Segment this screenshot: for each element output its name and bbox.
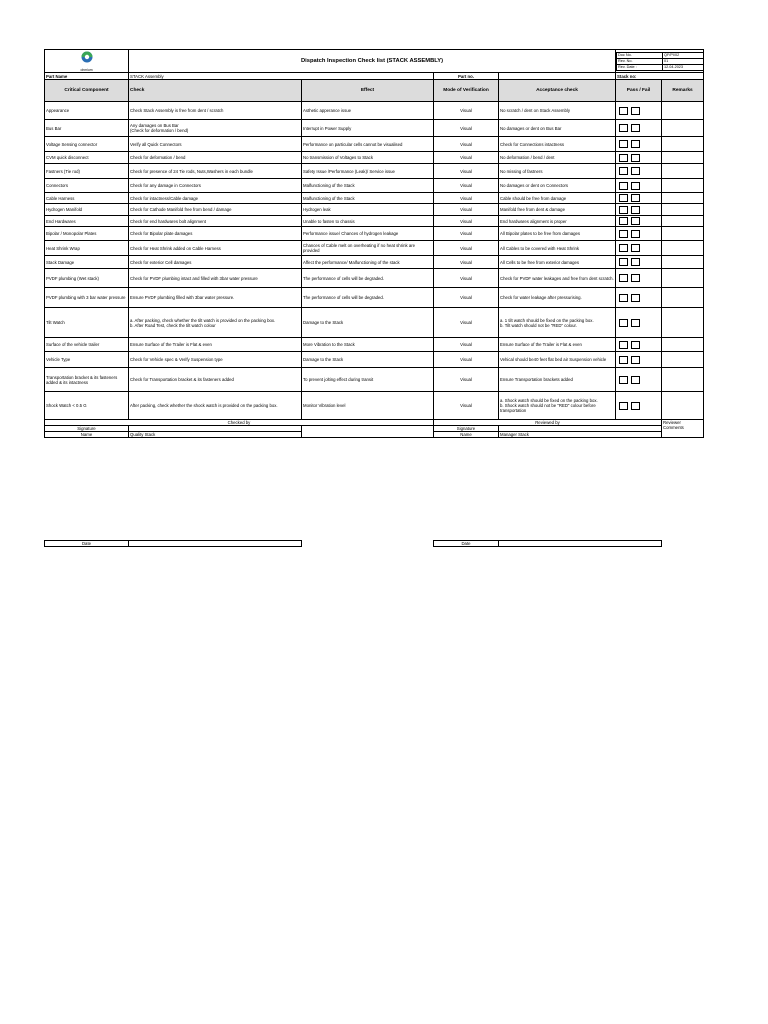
reviewed-date-label: Date <box>434 541 499 547</box>
row-check: Check for Vehicle spec & Verify Suspension type <box>129 352 302 368</box>
row-acceptance: Manifold free from dent & damage <box>499 204 616 216</box>
part-name-label: Part Name <box>45 73 129 80</box>
row-effect: Performance issue/ Chances of hydrogen leakage <box>302 227 434 241</box>
row-effect: Damage to the Stack <box>302 308 434 338</box>
pass-checkbox[interactable] <box>619 356 628 364</box>
row-effect: Hydrogen leak <box>302 204 434 216</box>
row-mode: Visual <box>434 102 499 120</box>
row-component: Connectors <box>45 179 129 193</box>
pass-checkbox[interactable] <box>619 206 628 214</box>
row-acceptance: Check for PVDF water leakages and free from dent scratch. <box>499 269 616 288</box>
row-remarks[interactable] <box>662 137 704 152</box>
row-remarks[interactable] <box>662 241 704 256</box>
row-acceptance: No scratch / dent on Stack Assembly <box>499 102 616 120</box>
fail-checkbox[interactable] <box>631 376 640 384</box>
col-acceptance: Acceptance check <box>499 80 616 102</box>
row-pass-fail <box>616 216 662 227</box>
row-effect: More Vibration to the Stack <box>302 338 434 352</box>
table-row <box>45 204 704 216</box>
pass-checkbox[interactable] <box>619 167 628 175</box>
row-acceptance: No deformation / bend / dent <box>499 152 616 164</box>
fail-checkbox[interactable] <box>631 140 640 148</box>
row-component: Hydrogen Manifold <box>45 204 129 216</box>
table-row <box>45 352 704 368</box>
rev-date-value: 12.04.2023 <box>663 64 704 70</box>
row-remarks[interactable] <box>662 152 704 164</box>
row-check: Check for Transportation bracket & its fasteners added <box>129 368 302 392</box>
row-mode: Visual <box>434 193 499 204</box>
row-acceptance: End hardwares alignment is proper <box>499 216 616 227</box>
doc-no-label: Doc No. <box>617 52 663 58</box>
fail-checkbox[interactable] <box>631 230 640 238</box>
row-component: Tilt Watch <box>45 308 129 338</box>
row-check: Check for deformation / bend <box>129 152 302 164</box>
row-mode: Visual <box>434 269 499 288</box>
row-remarks[interactable] <box>662 227 704 241</box>
fail-checkbox[interactable] <box>631 217 640 225</box>
fail-checkbox[interactable] <box>631 319 640 327</box>
row-component: Bipolar / Monopolar Plates <box>45 227 129 241</box>
pass-checkbox[interactable] <box>619 341 628 349</box>
row-pass-fail <box>616 204 662 216</box>
col-critical-component: Critical Component <box>45 80 129 102</box>
row-remarks[interactable] <box>662 368 704 392</box>
row-acceptance: All Cells to be free from exterior damages <box>499 256 616 269</box>
row-mode: Visual <box>434 227 499 241</box>
row-check: Check for Heat Shrink added on Cable Harness <box>129 241 302 256</box>
fail-checkbox[interactable] <box>631 124 640 132</box>
pass-checkbox[interactable] <box>619 258 628 266</box>
row-component: Vehicle Type <box>45 352 129 368</box>
table-row <box>45 241 704 256</box>
row-mode: Visual <box>434 179 499 193</box>
fail-checkbox[interactable] <box>631 194 640 202</box>
row-effect: The performance of cells will be degraded. <box>302 288 434 308</box>
row-check: Check Stack Assembly is free from dent / scratch <box>129 102 302 120</box>
row-mode: Visual <box>434 164 499 179</box>
doc-meta <box>616 52 704 71</box>
row-check: a. After packing, check whether the tilt watch is provided on the packing box. b. After Road Test, check the tilt watch colour <box>129 308 302 338</box>
ohmium-logo-icon <box>75 50 99 68</box>
table-row <box>45 256 704 269</box>
row-acceptance: Ensure Transportation brackets added <box>499 368 616 392</box>
fail-checkbox[interactable] <box>631 107 640 115</box>
row-mode: Visual <box>434 241 499 256</box>
pass-checkbox[interactable] <box>619 140 628 148</box>
row-effect: Unable to fasten to chassis <box>302 216 434 227</box>
reviewed-name-label: Name <box>434 432 499 438</box>
row-acceptance: No missing of fastners <box>499 164 616 179</box>
row-check: Check for any damage in Connectors <box>129 179 302 193</box>
row-pass-fail <box>616 152 662 164</box>
row-effect: Affect the performance/ Malfunctioning of the stack <box>302 256 434 269</box>
fail-checkbox[interactable] <box>631 274 640 282</box>
row-pass-fail <box>616 179 662 193</box>
table-row <box>45 152 704 164</box>
pass-checkbox[interactable] <box>619 244 628 252</box>
row-component: Bus Bar <box>45 120 129 137</box>
row-pass-fail <box>616 241 662 256</box>
row-pass-fail <box>616 227 662 241</box>
pass-checkbox[interactable] <box>619 154 628 162</box>
row-mode: Visual <box>434 352 499 368</box>
part-no-value[interactable] <box>499 73 616 80</box>
row-remarks[interactable] <box>662 193 704 204</box>
rev-no-label: Rev. No. <box>617 58 663 64</box>
checked-date-field[interactable] <box>129 541 302 547</box>
table-row <box>45 227 704 241</box>
row-acceptance: a. Shock watch should be fixed on the packing box. b. Shock watch should not be "RED" colour before transportation <box>499 392 616 420</box>
row-effect: No transmission of Voltages to Stack <box>302 152 434 164</box>
row-effect: Malfunctioning of the Stack <box>302 179 434 193</box>
row-pass-fail <box>616 269 662 288</box>
row-remarks[interactable] <box>662 102 704 120</box>
row-check: Check for intactness/Cable damage <box>129 193 302 204</box>
row-remarks[interactable] <box>662 392 704 420</box>
table-row <box>45 368 704 392</box>
row-check: Ensure Surface of the Trailer is Flat & even <box>129 338 302 352</box>
fail-checkbox[interactable] <box>631 167 640 175</box>
row-pass-fail <box>616 352 662 368</box>
fail-checkbox[interactable] <box>631 258 640 266</box>
row-acceptance: All Bipolar plates to be free from damages <box>499 227 616 241</box>
fail-checkbox[interactable] <box>631 356 640 364</box>
table-row <box>45 193 704 204</box>
row-component: Fastners (Tie rod) <box>45 164 129 179</box>
row-effect: Asthetic apperance issue <box>302 102 434 120</box>
row-check: Verify all Quick Connectors <box>129 137 302 152</box>
reviewed-by-label: Reviewed by <box>434 420 662 426</box>
row-remarks[interactable] <box>662 120 704 137</box>
row-acceptance: No damages or dent on Connectors <box>499 179 616 193</box>
col-mode: Mode of Verification <box>434 80 499 102</box>
row-pass-fail <box>616 288 662 308</box>
doc-no-value: QF/PI/02 <box>663 52 704 58</box>
row-component: Heat Shrink Wrap <box>45 241 129 256</box>
pass-checkbox[interactable] <box>619 230 628 238</box>
rev-date-label: Rev. Date : <box>617 64 663 70</box>
pass-checkbox[interactable] <box>619 402 628 410</box>
table-row <box>45 338 704 352</box>
row-remarks[interactable] <box>662 338 704 352</box>
reviewer-comments-label: Reviewer Comments <box>662 420 704 438</box>
row-mode: Visual <box>434 368 499 392</box>
row-remarks[interactable] <box>662 288 704 308</box>
fail-checkbox[interactable] <box>631 182 640 190</box>
reviewed-date-field[interactable] <box>499 541 662 547</box>
row-component: PVDF plumbing with 3 bar water pressure <box>45 288 129 308</box>
logo-text: ohmium <box>80 68 93 72</box>
row-pass-fail <box>616 338 662 352</box>
row-check: Ensure PVDF plumbing filled with 3bar water pressure. <box>129 288 302 308</box>
col-remarks: Remarks <box>662 80 704 102</box>
row-effect: Safety Issue /Performance (Leak)/ Service issue <box>302 164 434 179</box>
fail-checkbox[interactable] <box>631 341 640 349</box>
row-component: CVM quick disconnect <box>45 152 129 164</box>
checked-date-label: Date <box>45 541 129 547</box>
pass-checkbox[interactable] <box>619 376 628 384</box>
row-effect: Interrupt in Power Supply <box>302 120 434 137</box>
checklist-table <box>44 49 704 438</box>
row-remarks[interactable] <box>662 352 704 368</box>
row-pass-fail <box>616 120 662 137</box>
row-remarks[interactable] <box>662 308 704 338</box>
fail-checkbox[interactable] <box>631 154 640 162</box>
reviewed-name-value: Manager Stack <box>499 432 662 438</box>
row-acceptance: No damages or dent on Bus Bar <box>499 120 616 137</box>
pass-checkbox[interactable] <box>619 107 628 115</box>
row-mode: Visual <box>434 392 499 420</box>
checked-name-label: Name <box>45 432 129 438</box>
table-row <box>45 216 704 227</box>
row-mode: Visual <box>434 288 499 308</box>
row-acceptance: Ensure Surface of the Trailer is Flat & even <box>499 338 616 352</box>
row-remarks[interactable] <box>662 216 704 227</box>
col-effect: Effect <box>302 80 434 102</box>
row-effect: Monitor Vibration level <box>302 392 434 420</box>
stack-no-label: Stack no: <box>616 73 704 80</box>
part-name-value: STACK Assembly <box>129 73 434 80</box>
pass-checkbox[interactable] <box>619 182 628 190</box>
row-effect: Malfunctioning of the Stack <box>302 193 434 204</box>
table-row <box>45 392 704 420</box>
checked-name-value: Quality Stack <box>129 432 302 438</box>
row-remarks[interactable] <box>662 204 704 216</box>
page-title: Dispatch Inspection Check list (STACK ASSEMBLY) <box>129 50 616 73</box>
checklist-sheet <box>44 49 703 547</box>
row-check: Check for end hardwares bolt alignment <box>129 216 302 227</box>
row-pass-fail <box>616 368 662 392</box>
row-check: Check for PVDF plumbing intact and filled with 3bar water pressure <box>129 269 302 288</box>
row-acceptance: All Cables to be covered with Heat Shrink <box>499 241 616 256</box>
pass-checkbox[interactable] <box>619 194 628 202</box>
row-acceptance: Check for Connections intactness <box>499 137 616 152</box>
table-row <box>45 269 704 288</box>
row-check: Check for Bipolar plate damages <box>129 227 302 241</box>
col-pass-fail: Pass / Fail <box>616 80 662 102</box>
pass-checkbox[interactable] <box>619 124 628 132</box>
fail-checkbox[interactable] <box>631 206 640 214</box>
row-effect: To prevent jolting effect during transit <box>302 368 434 392</box>
row-component: Transportation bracket & its fasteners added & its intactness <box>45 368 129 392</box>
table-row <box>45 164 704 179</box>
row-pass-fail <box>616 137 662 152</box>
company-logo <box>45 50 129 73</box>
row-check: After packing, check whether the shock watch is provided on the packing box. <box>129 392 302 420</box>
row-component: Appearance <box>45 102 129 120</box>
table-row <box>45 308 704 338</box>
row-component: PVDF plumbing (Wet stack) <box>45 269 129 288</box>
pass-checkbox[interactable] <box>619 319 628 327</box>
row-component: Cable Harness <box>45 193 129 204</box>
row-acceptance: Cable should be free from damage <box>499 193 616 204</box>
table-row <box>45 288 704 308</box>
row-mode: Visual <box>434 204 499 216</box>
row-mode: Visual <box>434 256 499 269</box>
col-check: Check <box>129 80 302 102</box>
rev-no-value: 01 <box>663 58 704 64</box>
part-no-label: Part no. <box>434 73 499 80</box>
row-component: Shock Watch < 0.5 G <box>45 392 129 420</box>
row-check: Check for Cathode Manifold free from bend / damage <box>129 204 302 216</box>
row-mode: Visual <box>434 338 499 352</box>
row-mode: Visual <box>434 152 499 164</box>
date-table <box>44 540 704 547</box>
row-acceptance: a. 1 tilt watch should be fixed on the packing box. b. Tilt watch should not be "RED" colour. <box>499 308 616 338</box>
row-pass-fail <box>616 102 662 120</box>
row-remarks[interactable] <box>662 179 704 193</box>
table-row <box>45 120 704 137</box>
row-pass-fail <box>616 256 662 269</box>
checklist-rows <box>45 102 704 420</box>
row-component: Surface of the vehicle trailer <box>45 338 129 352</box>
row-mode: Visual <box>434 308 499 338</box>
fail-checkbox[interactable] <box>631 244 640 252</box>
row-check: Check for presence of 24 Tie rods, Nuts,Washers in each bundle <box>129 164 302 179</box>
pass-checkbox[interactable] <box>619 274 628 282</box>
row-effect: Performance on particular cells cannot be visualised <box>302 137 434 152</box>
table-row <box>45 137 704 152</box>
row-mode: Visual <box>434 137 499 152</box>
row-mode: Visual <box>434 216 499 227</box>
checked-by-label: Checked by <box>45 420 434 426</box>
row-acceptance: Check for water leakage after pressurising. <box>499 288 616 308</box>
row-check: Any damages on Bus Bar (Check for deformation / bend) <box>129 120 302 137</box>
row-acceptance: Vehical should be40 feet flat bed air Suspension vehicle <box>499 352 616 368</box>
fail-checkbox[interactable] <box>631 402 640 410</box>
table-row <box>45 102 704 120</box>
reviewed-signature-label: Signature <box>434 426 499 432</box>
table-row <box>45 179 704 193</box>
row-component: Voltage Sensing connector <box>45 137 129 152</box>
row-remarks[interactable] <box>662 269 704 288</box>
row-effect: Chances of Cable melt on overheating if no heat shrink are provided <box>302 241 434 256</box>
row-mode: Visual <box>434 120 499 137</box>
row-component: Stack Damage <box>45 256 129 269</box>
pass-checkbox[interactable] <box>619 294 628 302</box>
row-effect: Damage to the Stack <box>302 352 434 368</box>
pass-checkbox[interactable] <box>619 217 628 225</box>
row-remarks[interactable] <box>662 256 704 269</box>
row-remarks[interactable] <box>662 164 704 179</box>
row-pass-fail <box>616 193 662 204</box>
row-component: End Hardwares <box>45 216 129 227</box>
row-pass-fail <box>616 164 662 179</box>
row-effect: The performance of cells will be degraded. <box>302 269 434 288</box>
fail-checkbox[interactable] <box>631 294 640 302</box>
row-pass-fail <box>616 308 662 338</box>
checked-signature-label: Signature <box>45 426 129 432</box>
row-pass-fail <box>616 392 662 420</box>
row-check: Check for exterior Cell damages <box>129 256 302 269</box>
